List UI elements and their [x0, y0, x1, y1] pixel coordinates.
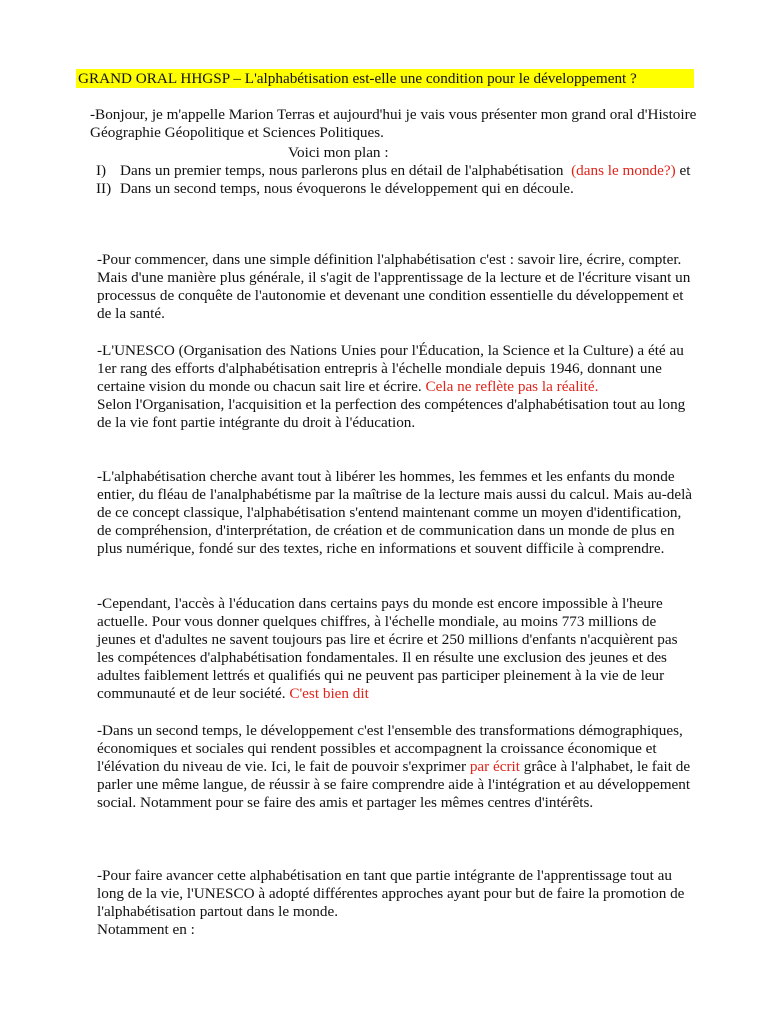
intro-paragraph: -Bonjour, je m'appelle Marion Terras et aujourd'hui je vais vous présenter mon grand oral d'Histoire Géographie Géopolitique et Sciences Politiques.	[90, 106, 697, 142]
paragraph-definition: -Pour commencer, dans une simple définition l'alphabétisation c'est : savoir lire, écrire, compter. Mais d'une manière plus générale, il s'agit de l'apprentissage de la lecture et de l'écriture visant un processus de conquête de l'autonomie et devenant une condition essentielle du développement et de la santé.	[97, 251, 691, 323]
paragraph-text: -Dans un second temps, le développement c'est l'ensemble des transformations démographiques, économiques et sociales qui rendent possibles et accompagnent la croissance économique et l'élévation du niveau de vie. Ici, le fait de pouvoir s'exprimer	[97, 722, 683, 776]
paragraph-text: grâce à l'alphabet, le fait de parler une même langue, de réussir à se faire comprendre aide à l'intégration et au développement social. Notamment pour se faire des amis et partager les mêmes centres d'intérêts.	[97, 758, 691, 812]
paragraph-liberation: -L'alphabétisation cherche avant tout à libérer les hommes, les femmes et les enfants du monde entier, du fléau de l'analphabétisme par la maîtrise de la lecture mais aussi du calcul. Mais au-delà de ce concept classique, l'alphabétisation s'entend maintenant comme un moyen d'identification, de compréhension, d'interprétation, de création et de communication dans un monde de plus en plus numérique, fondé sur des textes, riche en informations et souvent difficile à comprendre.	[97, 468, 693, 558]
paragraph-text: -Cependant, l'accès à l'éducation dans certains pays du monde est encore impossible à l'heure actuelle. Pour vous donner quelques chiffres, à l'échelle mondiale, au moins 773 millions de jeunes et d'adultes ne savent toujours pas lire et écrire et 250 millions d'enfants n'acquièrent pas les compétences d'alphabétisation fondamentales. Il en résulte une exclusion des jeunes et des adultes faiblement lettrés et qualifiés qui ne peuvent pas participer pleinement à la vie de leur communauté et de leur société.	[97, 595, 678, 703]
plan-item-1	[96, 162, 696, 180]
plan-item-text: Dans un premier temps, nous parlerons plus en détail de l'alphabétisation	[120, 162, 564, 179]
reviewer-comment: (dans le monde?)	[571, 162, 676, 179]
reviewer-comment: par écrit	[469, 758, 520, 776]
plan-item-number: I)	[96, 162, 107, 179]
plan-item-after: et	[675, 162, 691, 179]
paragraph-text: Selon l'Organisation, l'acquisition et la perfection des compétences d'alphabétisation tout au long de la vie font partie intégrante du droit à l'éducation.	[97, 396, 686, 432]
document-title: GRAND ORAL HHGSP – L'alphabétisation est-elle une condition pour le développement ?	[76, 69, 694, 88]
paragraph-text: -Pour faire avancer cette alphabétisation en tant que partie intégrante de l'apprentissage tout au long de la vie, l'UNESCO à adopté différentes approches ayant pour but de faire la promotion de l'alphabétisation partout dans le monde.	[97, 867, 685, 921]
paragraph-development	[97, 722, 697, 812]
reviewer-comment: C'est bien dit	[289, 685, 369, 703]
plan-heading: Voici mon plan :	[288, 144, 389, 161]
reviewer-comment: Cela ne reflète pas la réalité.	[425, 378, 599, 396]
plan-item-number: II)	[96, 180, 112, 198]
paragraph-text: -L'UNESCO (Organisation des Nations Unies pour l'Éducation, la Science et la Culture) a été au 1er rang des efforts d'alphabétisation entrepris à l'échelle mondiale depuis 1946, donnant une certaine vision du monde ou chacun sait lire et écrire.	[97, 342, 684, 396]
plan-item-2	[96, 180, 696, 198]
plan-item-text: Dans un second temps, nous évoquerons le développement qui en découle.	[120, 180, 574, 198]
paragraph-text: Notamment en :	[97, 921, 195, 939]
paragraph-access	[97, 595, 697, 704]
paragraph-advance	[97, 867, 697, 939]
paragraph-unesco	[97, 342, 697, 432]
plan-list	[96, 162, 696, 198]
